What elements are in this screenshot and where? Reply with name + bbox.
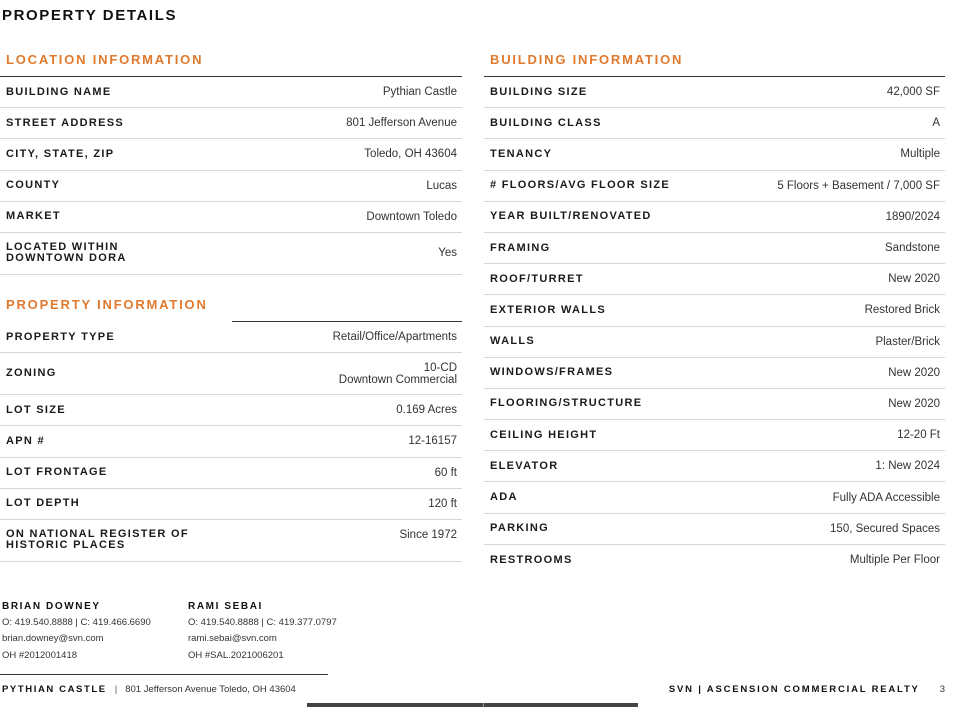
table-row [484,202,945,233]
row-label: CITY, STATE, ZIP [6,147,115,160]
contact-card [188,601,368,664]
table-row [484,514,945,545]
row-label: WINDOWS/FRAMES [490,366,614,379]
row-label: ADA [490,491,518,504]
bottom-scrollbar[interactable] [307,703,638,707]
row-value: 120 ft [428,497,457,510]
contact-phones: O: 419.540.8888 | C: 419.377.0797 [188,617,337,628]
row-value: New 2020 [888,273,940,286]
row-label: BUILDING SIZE [490,85,588,98]
row-label: LOT SIZE [6,403,66,416]
table-row [484,108,945,139]
footer-rule [0,674,328,675]
row-label: ROOF/TURRET [490,272,584,285]
row-value: 150, Secured Spaces [830,522,940,535]
table-row [0,426,462,457]
right-column [484,50,945,576]
row-label: PARKING [490,522,550,535]
row-value: Multiple Per Floor [849,554,940,567]
table-row [484,389,945,420]
footer-right [669,684,945,695]
table-row [484,295,945,326]
row-label: WALLS [490,335,535,348]
row-value: Toledo, OH 43604 [364,148,457,161]
contact-email[interactable]: brian.downey@svn.com [2,632,104,644]
table-row [0,139,462,170]
row-label-line: LOCATED WITHIN [6,241,119,254]
table-row [484,139,945,170]
table-row [484,545,945,576]
row-value: Yes [438,247,457,260]
row-label: YEAR BUILT/RENOVATED [490,210,652,223]
table-row [484,233,945,264]
row-value: Pythian Castle [382,86,457,99]
row-value: A [932,117,940,130]
footer-left [2,684,296,695]
table-row [484,420,945,451]
table-row [0,395,462,426]
row-value: 1: New 2024 [875,460,940,473]
table-row [484,451,945,482]
contact-name: RAMI SEBAI [188,601,263,612]
row-value: 12-16157 [408,435,457,448]
row-label: EXTERIOR WALLS [490,303,606,316]
row-label: FLOORING/STRUCTURE [490,397,643,410]
row-value: Downtown Toledo [366,210,457,223]
table-row [0,108,462,139]
property-heading: PROPERTY INFORMATION [6,296,208,312]
row-label: CEILING HEIGHT [490,428,598,441]
row-value: Plaster/Brick [875,335,940,348]
row-value: Sandstone [885,242,940,255]
row-label: BUILDING NAME [6,85,112,98]
table-row [0,77,462,108]
row-label: FRAMING [490,241,551,254]
table-row [0,353,462,395]
row-label: PROPERTY TYPE [6,330,115,343]
row-value: Restored Brick [864,304,940,317]
row-label: ELEVATOR [490,459,559,472]
row-label [6,529,189,551]
location-heading: LOCATION INFORMATION [6,52,204,67]
row-value: 801 Jefferson Avenue [346,117,457,130]
row-value: New 2020 [888,397,940,410]
contact-phones: O: 419.540.8888 | C: 419.466.6690 [2,617,151,628]
footer-brand: SVN | ASCENSION COMMERCIAL REALTY [668,684,920,695]
table-row [484,327,945,358]
row-label [6,242,127,264]
row-value: New 2020 [888,366,940,379]
row-label: APN # [6,434,45,447]
row-label: TENANCY [490,147,553,160]
footer-property-name: PYTHIAN CASTLE [2,684,107,695]
row-value: Lucas [426,179,457,192]
row-value: Retail/Office/Apartments [332,331,457,344]
row-value: Multiple [900,148,940,161]
row-label-line: ON NATIONAL REGISTER OF [6,527,189,540]
row-label: LOT DEPTH [6,497,81,510]
row-value: 12-20 Ft [897,429,940,442]
row-label: ZONING [6,367,57,380]
page-number: 3 [939,684,945,695]
table-row [0,322,462,353]
left-column [0,50,462,562]
row-label-line: DOWNTOWN DORA [6,252,127,265]
row-value: 1890/2024 [885,210,940,223]
table-row [0,202,462,233]
row-label: BUILDING CLASS [490,116,602,129]
table-row [0,171,462,202]
row-label: # FLOORS/AVG FLOOR SIZE [490,179,671,192]
row-label-line: HISTORIC PLACES [6,538,126,551]
contact-name: BRIAN DOWNEY [2,601,101,612]
table-row [484,77,945,108]
row-label: STREET ADDRESS [6,116,125,129]
table-row [484,482,945,513]
row-value: 5 Floors + Basement / 7,000 SF [777,179,940,192]
table-row [0,489,462,520]
row-value: Since 1972 [399,528,457,541]
contact-license: OH #SAL.2021006201 [188,650,284,661]
row-value: 60 ft [434,466,457,479]
contact-email[interactable]: rami.sebai@svn.com [188,632,277,644]
table-row [484,171,945,202]
row-label: LOT FRONTAGE [6,466,108,479]
building-heading: BUILDING INFORMATION [490,52,684,67]
table-row [0,458,462,489]
table-row [0,233,462,275]
row-label: RESTROOMS [490,553,573,566]
row-value: 0.169 Acres [396,404,457,417]
table-row [484,264,945,295]
footer-separator: | [114,684,118,695]
row-value [339,362,457,386]
table-row [484,358,945,389]
footer-address: 801 Jefferson Avenue Toledo, OH 43604 [125,684,296,695]
contact-card [2,601,182,664]
row-label: COUNTY [6,179,61,192]
row-value-line: Downtown Commercial [338,373,457,386]
contact-license: OH #2012001418 [2,650,78,661]
row-value-line: 10-CD [423,361,457,374]
row-value: Fully ADA Accessible [832,491,940,504]
row-label: MARKET [6,210,61,223]
table-row [0,520,462,562]
row-value: 42,000 SF [886,86,940,99]
page-title: PROPERTY DETAILS [2,7,178,24]
